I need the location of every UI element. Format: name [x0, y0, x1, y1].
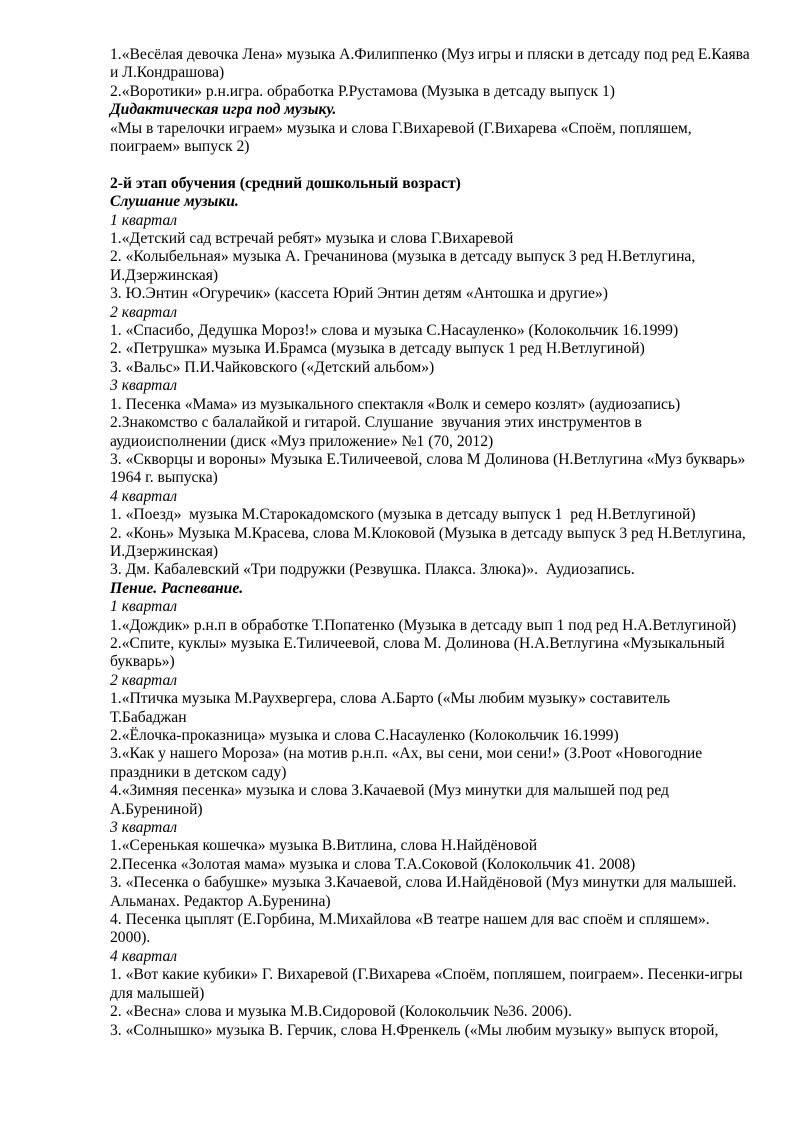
text-line: 3. «Вальс» П.И.Чайковского («Детский альбом»)	[110, 358, 435, 376]
text-line: 2.Знакомство с балалайкой и гитарой. Слушание звучания этих инструментов в аудиоисполнении (диск «Муз приложение» №1 (70, 2012)	[110, 414, 646, 450]
quarter-label: 4 квартал	[110, 947, 178, 965]
text-line: 2. «Колыбельная» музыка А. Гречанинова (музыка в детсаду выпуск 3 ред Н.Ветлугина, И.Дзержинская)	[110, 248, 700, 284]
text-line: «Мы в тарелочки играем» музыка и слова Г.Вихаревой (Г.Вихарева «Споём, попляшем, поиграем» выпуск 2)	[110, 119, 696, 156]
text-line: 1. Песенка «Мама» из музыкального спектакля «Волк и семеро козлят» (аудиозапись)	[110, 395, 681, 413]
quarter-label: 2 квартал	[110, 303, 178, 321]
text-line: 3. Дм. Кабалевский «Три подружки (Резвушка. Плакса. Злюка)». Аудиозапись.	[110, 561, 635, 579]
document-page	[110, 46, 754, 1040]
text-line: 1.«Птичка музыка М.Раухвергера, слова А.Барто («Мы любим музыку» составитель Т.Бабаджан	[110, 690, 675, 726]
text-line: 3. «Песенка о бабушке» музыка З.Качаевой, слова И.Найдёновой (Муз минутки для малышей. Альманах. Редактор А.Буренина)	[110, 874, 741, 910]
text-line: 2.«Ёлочка-проказница» музыка и слова С.Насауленко (Колокольчик 16.1999)	[110, 727, 619, 745]
text-line: 1. «Спасибо, Дедушка Мороз!» слова и музыка С.Насауленко» (Колокольчик 16.1999)	[110, 322, 679, 340]
text-line: 2.«Спите, куклы» музыка Е.Тиличеевой, слова М. Долинова (Н.А.Ветлугина «Музыкальный букварь»)	[110, 634, 729, 671]
text-line: 1. «Вот какие кубики» Г. Вихаревой (Г.Вихарева «Споём, попляшем, поиграем». Песенки-игры для малышей)	[110, 966, 747, 1002]
text-line: 3. «Солнышко» музыка В. Герчик, слова Н.Френкель («Мы любим музыку» выпуск второй,	[110, 1021, 719, 1039]
quarter-label: 3 квартал	[110, 377, 178, 395]
subsection-heading: Пение. Распевание.	[110, 579, 244, 597]
quarter-label: 3 квартал	[110, 819, 178, 837]
subsection-heading: Дидактическая игра под музыку.	[110, 101, 337, 119]
document-body	[110, 46, 754, 1040]
quarter-label: 2 квартал	[110, 671, 178, 689]
blank-line	[110, 156, 750, 174]
text-line: 2. «Весна» слова и музыка М.В.Сидоровой (Колокольчик №36. 2006).	[110, 1003, 572, 1021]
text-line: 2.Песенка «Золотая мама» музыка и слова Т.А.Соковой (Колокольчик 41. 2008)	[110, 855, 636, 873]
text-line: 4. Песенка цыплят (Е.Горбина, М.Михайлова «В театре нашем для вас споём и спляшем». 2000).	[110, 911, 714, 947]
text-line: 1.«Весёлая девочка Лена» музыка А.Филиппенко (Муз игры и пляски в детсаду под ред Е.Каява и Л.Кондрашова)	[110, 46, 754, 82]
text-line: 2.«Воротики» р.н.игра. обработка Р.Рустамова (Музыка в детсаду выпуск 1)	[110, 82, 615, 100]
text-line: 3. Ю.Энтин «Огуречик» (кассета Юрий Энтин детям «Антошка и другие»)	[110, 285, 608, 303]
text-line: 3.«Как у нашего Мороза» (на мотив р.н.п. «Ах, вы сени, мои сени!» (З.Роот «Новогодние праздники в детском саду)	[110, 745, 707, 781]
text-line: 2. «Петрушка» музыка И.Брамса (музыка в детсаду выпуск 1 ред Н.Ветлугиной)	[110, 340, 645, 358]
subsection-heading: Слушание музыки.	[110, 193, 239, 211]
text-line: 1.«Детский сад встречай ребят» музыка и слова Г.Вихаревой	[110, 230, 514, 248]
text-line: 2. «Конь» Музыка М.Красева, слова М.Клоковой (Музыка в детсаду выпуск 3 ред Н.Ветлугина, И.Дзержинская)	[110, 524, 750, 560]
text-line: 1.«Серенькая кошечка» музыка В.Витлина, слова Н.Найдёновой	[110, 837, 538, 855]
quarter-label: 1 квартал	[110, 211, 178, 229]
quarter-label: 4 квартал	[110, 487, 178, 505]
quarter-label: 1 квартал	[110, 598, 178, 616]
text-line: 1.«Дождик» р.н.п в обработке Т.Попатенко (Музыка в детсаду вып 1 под ред Н.А.Ветлугиной)	[110, 616, 737, 634]
text-line: 4.«Зимняя песенка» музыка и слова З.Качаевой (Муз минутки для малышей под ред А.Бурениной)	[110, 782, 673, 818]
section-heading: 2-й этап обучения (средний дошкольный возраст)	[110, 174, 461, 192]
text-line: 1. «Поезд» музыка М.Старокадомского (музыка в детсаду выпуск 1 ред Н.Ветлугиной)	[110, 506, 696, 524]
text-line: 3. «Скворцы и вороны» Музыка Е.Тиличеевой, слова М Долинова (Н.Ветлугина «Муз букварь» 1964 г. выпуска)	[110, 450, 750, 487]
